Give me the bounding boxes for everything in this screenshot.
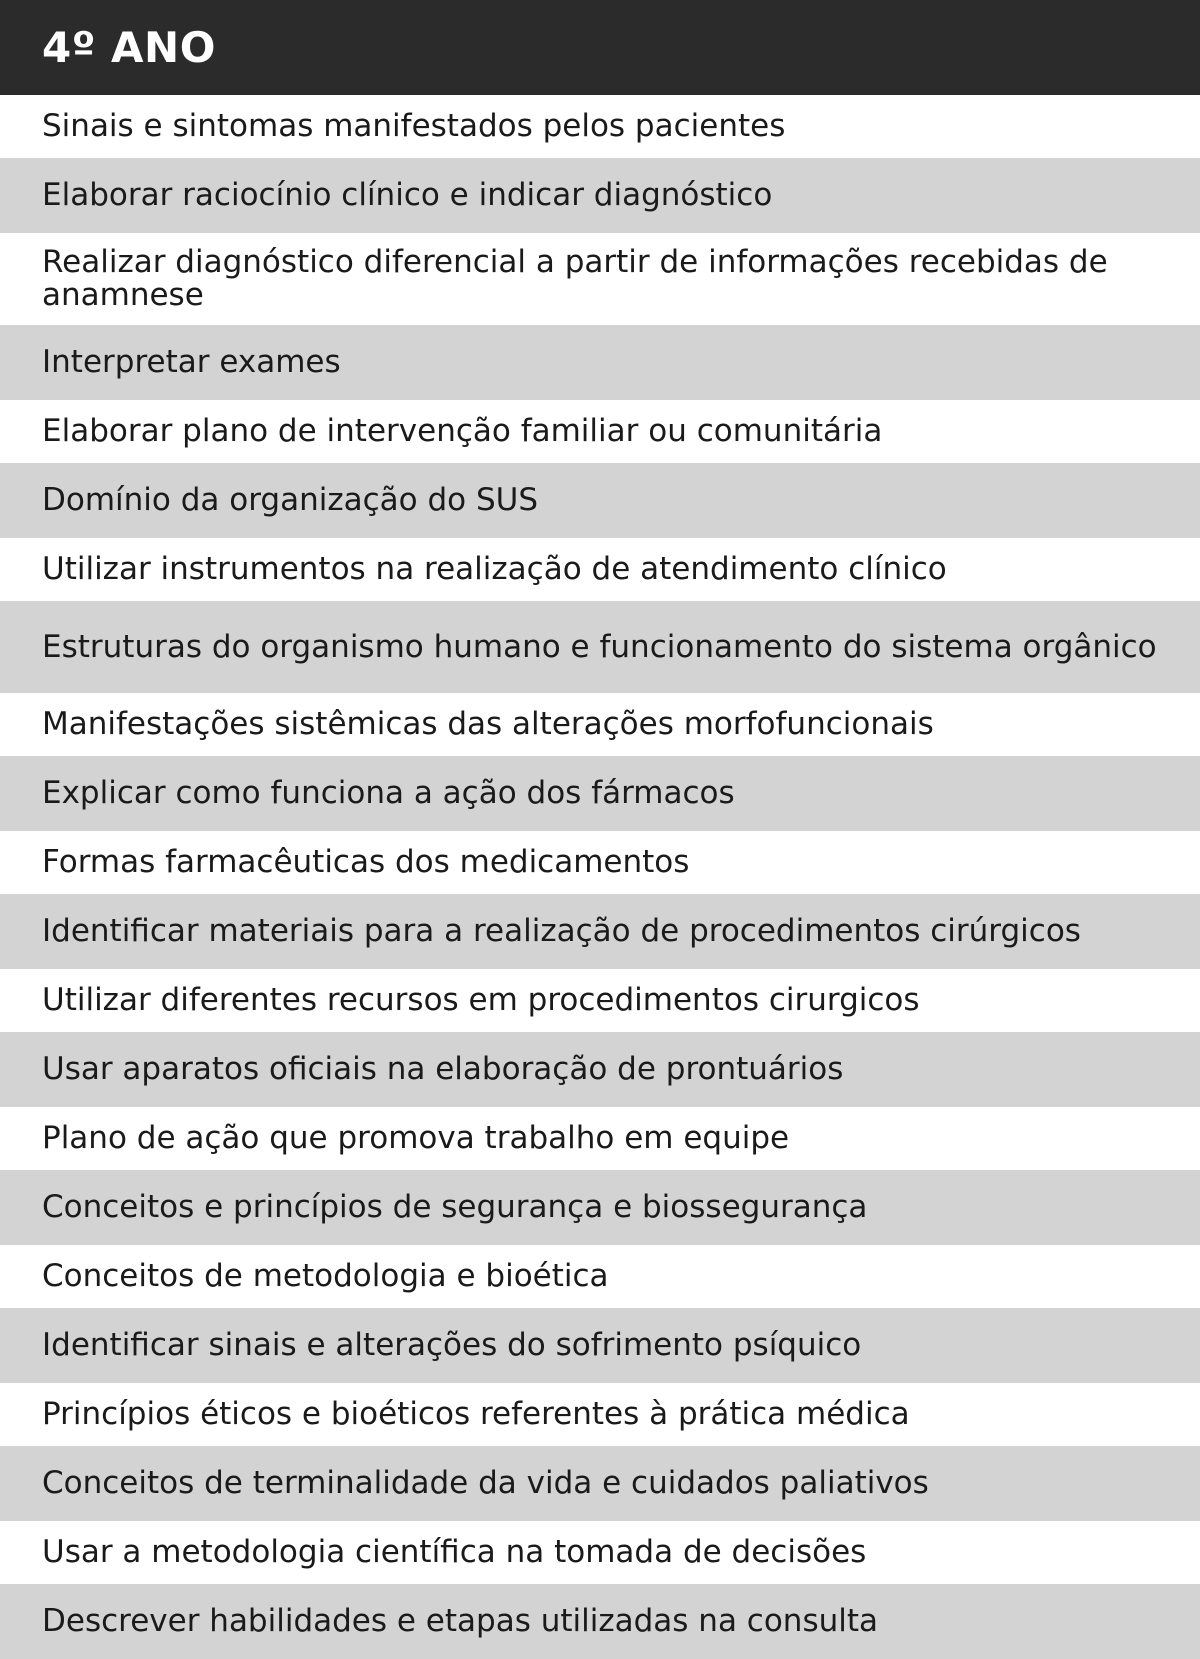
list-item (0, 1446, 1200, 1521)
list-item-label: Estruturas do organismo humano e funcionamento do sistema orgânico (42, 628, 1157, 665)
list-item-label: Manifestações sistêmicas das alterações morfofuncionais (42, 706, 934, 742)
list-item-label: Realizar diagnóstico diferencial a partir de informações recebidas de anamnese (42, 244, 1108, 313)
list-item (0, 969, 1200, 1032)
list-item (0, 1170, 1200, 1245)
list-item (0, 1521, 1200, 1584)
list-item (0, 693, 1200, 756)
list-item-label: Conceitos de metodologia e bioética (42, 1258, 609, 1294)
list-item (0, 894, 1200, 969)
list-item (0, 325, 1200, 400)
list-item-label: Elaborar raciocínio clínico e indicar diagnóstico (42, 177, 773, 213)
list-item-label: Usar aparatos oficiais na elaboração de prontuários (42, 1051, 844, 1087)
list-item (0, 601, 1200, 693)
list-item (0, 831, 1200, 894)
list-item-label: Interpretar exames (42, 344, 341, 380)
list-item-label: Identificar sinais e alterações do sofrimento psíquico (42, 1327, 862, 1363)
list-item (0, 463, 1200, 538)
list-item-label: Descrever habilidades e etapas utilizadas na consulta (42, 1603, 879, 1639)
list-item (0, 1107, 1200, 1170)
list-item (0, 538, 1200, 601)
list-item-label: Domínio da organização do SUS (42, 482, 539, 518)
page-title: 4º ANO (42, 23, 216, 72)
list-item (0, 756, 1200, 831)
list-item-label: Formas farmacêuticas dos medicamentos (42, 844, 690, 880)
list-item-label: Utilizar instrumentos na realização de atendimento clínico (42, 551, 947, 587)
list-item-label: Princípios éticos e bioéticos referentes à prática médica (42, 1396, 910, 1432)
competency-list (0, 95, 1200, 1659)
list-item (0, 1308, 1200, 1383)
list-item-label: Explicar como funciona a ação dos fármacos (42, 775, 735, 811)
list-item-label: Utilizar diferentes recursos em procedimentos cirurgicos (42, 982, 920, 1018)
list-item (0, 400, 1200, 463)
list-item-label: Elaborar plano de intervenção familiar ou comunitária (42, 413, 883, 449)
list-item (0, 1032, 1200, 1107)
list-item-label: Identificar materiais para a realização de procedimentos cirúrgicos (42, 913, 1081, 949)
list-item-label: Plano de ação que promova trabalho em equipe (42, 1120, 790, 1156)
list-item-label: Usar a metodologia científica na tomada de decisões (42, 1534, 867, 1570)
page-header (0, 0, 1200, 95)
list-item-label: Conceitos de terminalidade da vida e cuidados paliativos (42, 1465, 929, 1501)
list-item-label: Conceitos e princípios de segurança e biossegurança (42, 1189, 868, 1225)
list-item (0, 1383, 1200, 1446)
list-item (0, 158, 1200, 233)
list-item-label: Sinais e sintomas manifestados pelos pacientes (42, 108, 786, 144)
list-item (0, 1245, 1200, 1308)
list-item (0, 233, 1200, 325)
list-item (0, 95, 1200, 158)
